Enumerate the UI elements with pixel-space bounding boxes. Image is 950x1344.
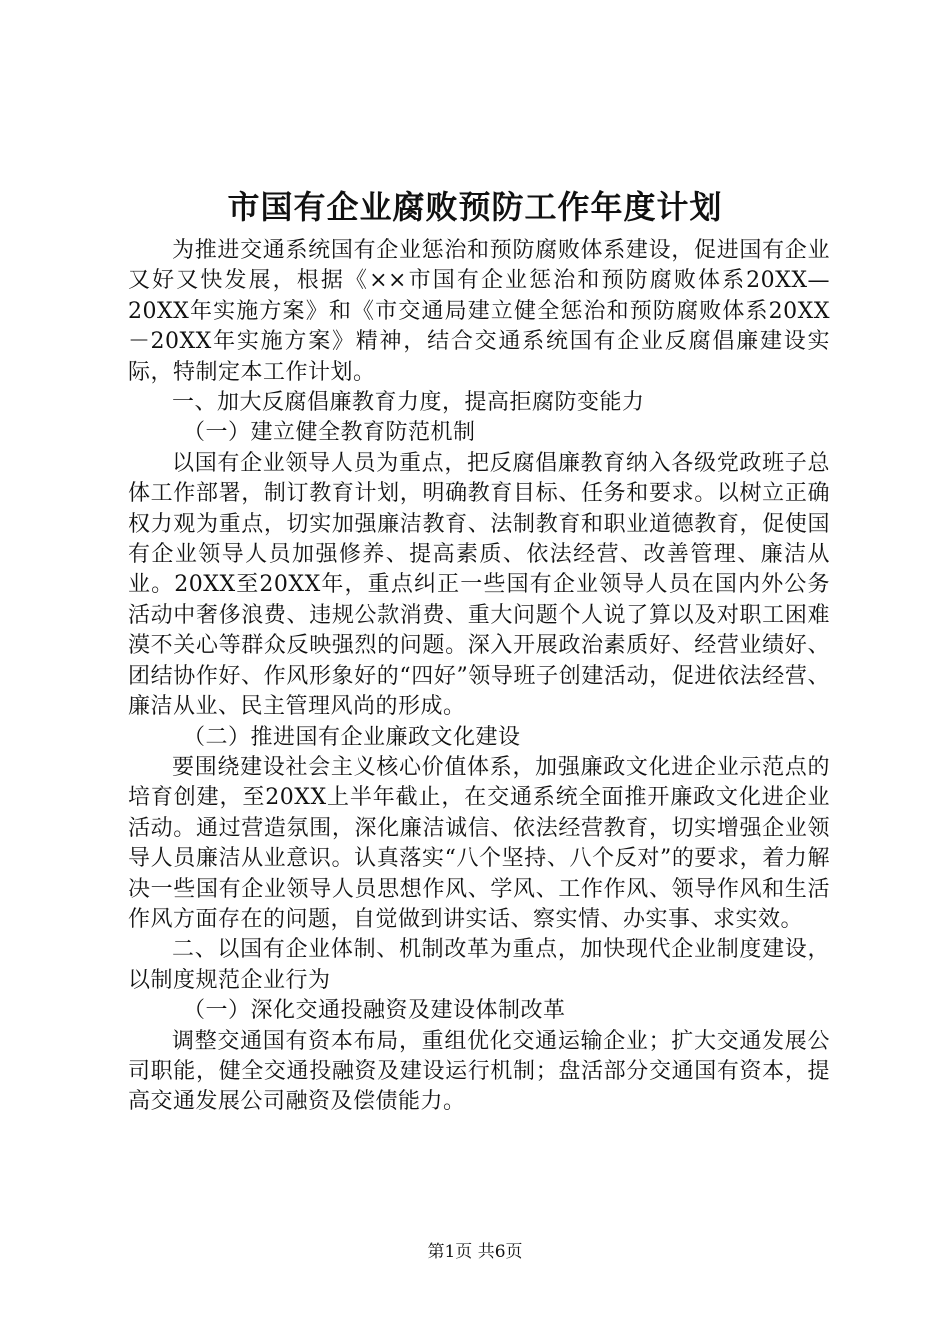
body-paragraph: 要围绕建设社会主义核心价值体系，加强廉政文化进企业示范点的培育创建，至20XX上半年截止，在交通系统全面推开廉政文化进企业活动。通过营造氛围，深化廉洁诚信、依法经营教育，切实增强企业领导人员廉洁从业意识。认真落实“八个坚持、八个反对”的要求，着力解决一些国有企业领导人员思想作风、学风、工作作风、领导作风和生活作风方面存在的问题，自觉做到讲实话、察实情、办实事、求实效。	[128, 754, 830, 932]
body-paragraph: 调整交通国有资本布局，重组优化交通运输企业；扩大交通发展公司职能，健全交通投融资及建设运行机制；盘活部分交通国有资本，提高交通发展公司融资及偿债能力。	[128, 1028, 830, 1115]
intro-paragraph: 为推进交通系统国有企业惩治和预防腐败体系建设，促进国有企业又好又快发展，根据《××市国有企业惩治和预防腐败体系20XX—20XX年实施方案》和《市交通局建立健全惩治和预防腐败体系20XX－20XX年实施方案》精神，结合交通系统国有企业反腐倡廉建设实际，特制定本工作计划。	[128, 238, 830, 385]
subsection-heading-2-1: （一）深化交通投融资及建设体制改革	[183, 998, 566, 1024]
body-paragraph: 以国有企业领导人员为重点，把反腐倡廉教育纳入各级党政班子总体工作部署，制订教育计划，明确教育目标、任务和要求。以树立正确权力观为重点，切实加强廉洁教育、法制教育和职业道德教育，促使国有企业领导人员加强修养、提高素质、依法经营、改善管理、廉洁从业。20XX至20XX年，重点纠正一些国有企业领导人员在国内外公务活动中奢侈浪费、违规公款消费、重大问题个人说了算以及对职工困难漠不关心等群众反映强烈的问题。深入开展政治素质好、经营业绩好、团结协作好、作风形象好的“四好”领导班子创建活动，促进依法经营、廉洁从业、民主管理风尚的形成。	[128, 450, 830, 720]
document-body	[128, 236, 830, 1118]
section-heading-2: 二、以国有企业体制、机制改革为重点，加快现代企业制度建设，以制度规范企业行为	[128, 937, 830, 993]
page-number-footer: 第1页 共6页	[427, 1242, 523, 1262]
subsection-heading-1-1: （一）建立健全教育防范机制	[183, 420, 476, 446]
section-heading-1: 一、加大反腐倡廉教育力度，提高拒腐防变能力	[172, 390, 645, 416]
document-title: 市国有企业腐败预防工作年度计划	[227, 188, 723, 226]
subsection-heading-1-2: （二）推进国有企业廉政文化建设	[183, 724, 521, 750]
